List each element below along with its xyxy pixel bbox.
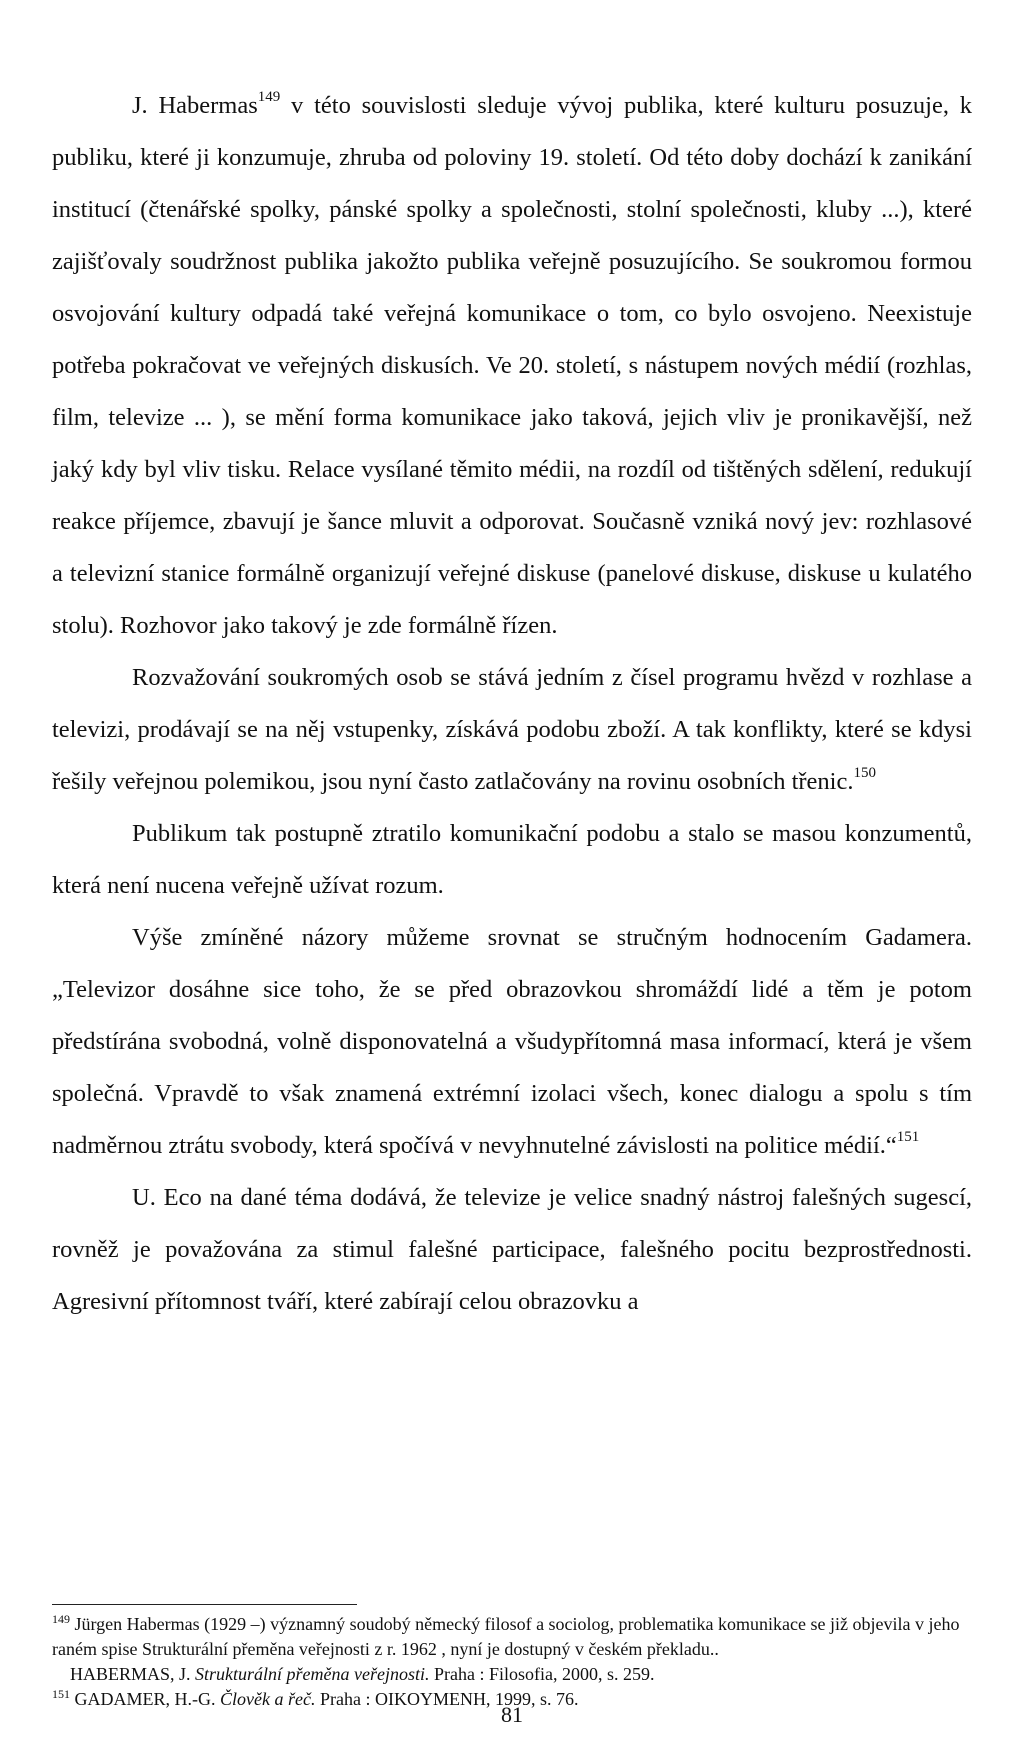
footnote-separator [52,1604,357,1605]
paragraph-2: Rozvažování soukromých osob se stává jedním z čísel programu hvězd v rozhlase a televizi, prodávají se na něj vstupenky, získává podobu zboží. A tak konflikty, které se kdysi řešily veřejnou polemikou, jsou nyní často zatlačovány na rovinu osobních třenic.$^{150}$ [52,664,972,795]
paragraph-3: Publikum tak postupně ztratilo komunikační podobu a stalo se masou konzumentů, která není nucena veřejně užívat rozum. [52,820,972,899]
footnote-number-149: 149 [52,1612,70,1626]
footnote-ref-149[interactable]: 149 [257,89,281,105]
page-number: 81 [501,1702,523,1727]
paragraph-5: U. Eco na dané téma dodává, že televize je velice snadný nástroj falešných sugescí, rovněž je považována za stimul falešné participace, falešného pocitu bezprostřednosti. Agresivní přítomnost tváří, které zabírají celou obrazovku a [52,1184,972,1315]
paragraph-4: Výše zmíněné názory můžeme srovnat se stručným hodnocením Gadamera. „Televizor dosáhne sice toho, že se před obrazovkou shromáždí lidé a těm je potom předstírána svobodná, volně disponovatelná a všudypřítomná masa informací, která je všem společná. Vpravdě to však znamená extrémní izolaci všech, konec dialogu a spolu s tím nadměrnou ztrátu svobody, která spočívá v nevyhnutelné závislosti na politice médií.“$^{151}$ [52,924,972,1159]
body-text [52,80,972,1328]
footnotes [52,1612,972,1712]
footnote-ref-150[interactable]: 150 [853,765,876,781]
footnote-number-151: 151 [52,1687,70,1701]
footnote-ref-151[interactable]: 151 [896,1129,920,1145]
footnote-151: $^{151}$ GADAMER, H.-G. Člověk a řeč. Praha : OIKOYMENH, 1999, s. 76. [52,1687,579,1709]
paragraph-1: J. Habermas$^{149}$ v této souvislosti sleduje vývoj publika, které kulturu posuzuje, k publiku, které ji konzumuje, zhruba od poloviny 19. století. Od této doby dochází k zanikání institucí (čtenářské spolky, pánské spolky a společnosti, stolní společnosti, kluby ...), které zajišťovaly soudržnost publika jakožto publika veřejně posuzujícího. Se soukromou formou osvojování kultury odpadá také veřejná komunikace o tom, co bylo osvojeno. Neexistuje potřeba pokračovat ve veřejných diskusích. Ve 20. století, s nástupem nových médií (rozhlas, film, televize ... ), se mění forma komunikace jako taková, jejich vliv je pronikavější, než jaký kdy byl vliv tisku. Relace vysílané těmito médii, na rozdíl od tištěných sdělení, redukují reakce příjemce, zbavují je šance mluvit a odporovat. Současně vzniká nový jev: rozhlasové a televizní stanice formálně organizují veřejné diskuse (panelové diskuse, diskuse u kulatého stolu). Rozhovor jako takový je zde formálně řízen. [52,89,972,639]
footnote-149: $^{149}$ Jürgen Habermas (1929 –) významný soudobý německý filosof a sociolog, problematika komunikace se již objevila v jeho raném spise Strukturální přeměna veřejnosti z r. 1962 , nyní je dostupný v českém překladu.. [52,1612,960,1659]
footnote-149-reference: HABERMAS, J. Strukturální přeměna veřejnosti. Praha : Filosofia, 2000, s. 259. [70,1664,655,1684]
